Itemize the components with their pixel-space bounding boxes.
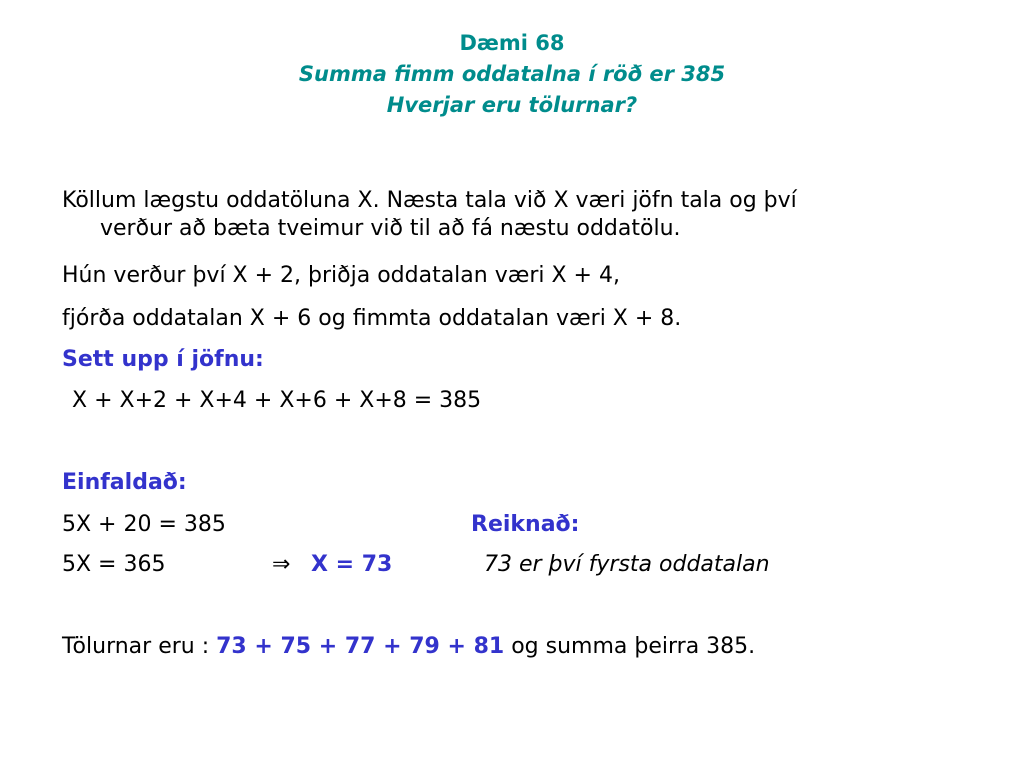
answer-line [62,633,755,661]
fourth-number-line: fjórða oddatalan X + 6 og fimmta oddatalan væri X + 8. [62,306,682,331]
title-line-3: Hverjar eru tölurnar? [386,93,638,117]
setup-heading: Sett upp í jöfnu: [62,347,264,372]
step-1: 5X + 20 = 385 [62,512,226,537]
intro-line-2: verður að bæta tveimur við til að fá næstu oddatölu. [100,216,681,241]
simplified-heading: Einfaldað: [62,470,187,495]
answer-prefix: Tölurnar eru : [62,634,210,659]
intro-paragraph [62,187,962,243]
result-note: 73 er því fyrsta oddatalan [484,552,770,577]
step-2: 5X = 365 [62,552,166,577]
title-line-1: Dæmi 68 [459,31,565,55]
answer-suffix: og summa þeirra 385. [511,634,756,659]
computed-heading: Reiknað: [471,512,580,537]
answer-numbers: 73 + 75 + 77 + 79 + 81 [216,634,505,659]
equation: X + X+2 + X+4 + X+6 + X+8 = 385 [72,388,482,413]
implies-arrow-icon: ⇒ [272,552,291,577]
second-number-line: Hún verður því X + 2, þriðja oddatalan væri X + 4, [62,263,620,288]
slide-title [0,28,1024,121]
intro-line-1: Köllum lægstu oddatöluna X. Næsta tala við X væri jöfn tala og því [62,188,797,213]
result: X = 73 [311,552,393,577]
title-line-2: Summa fimm oddatalna í röð er 385 [298,62,726,86]
